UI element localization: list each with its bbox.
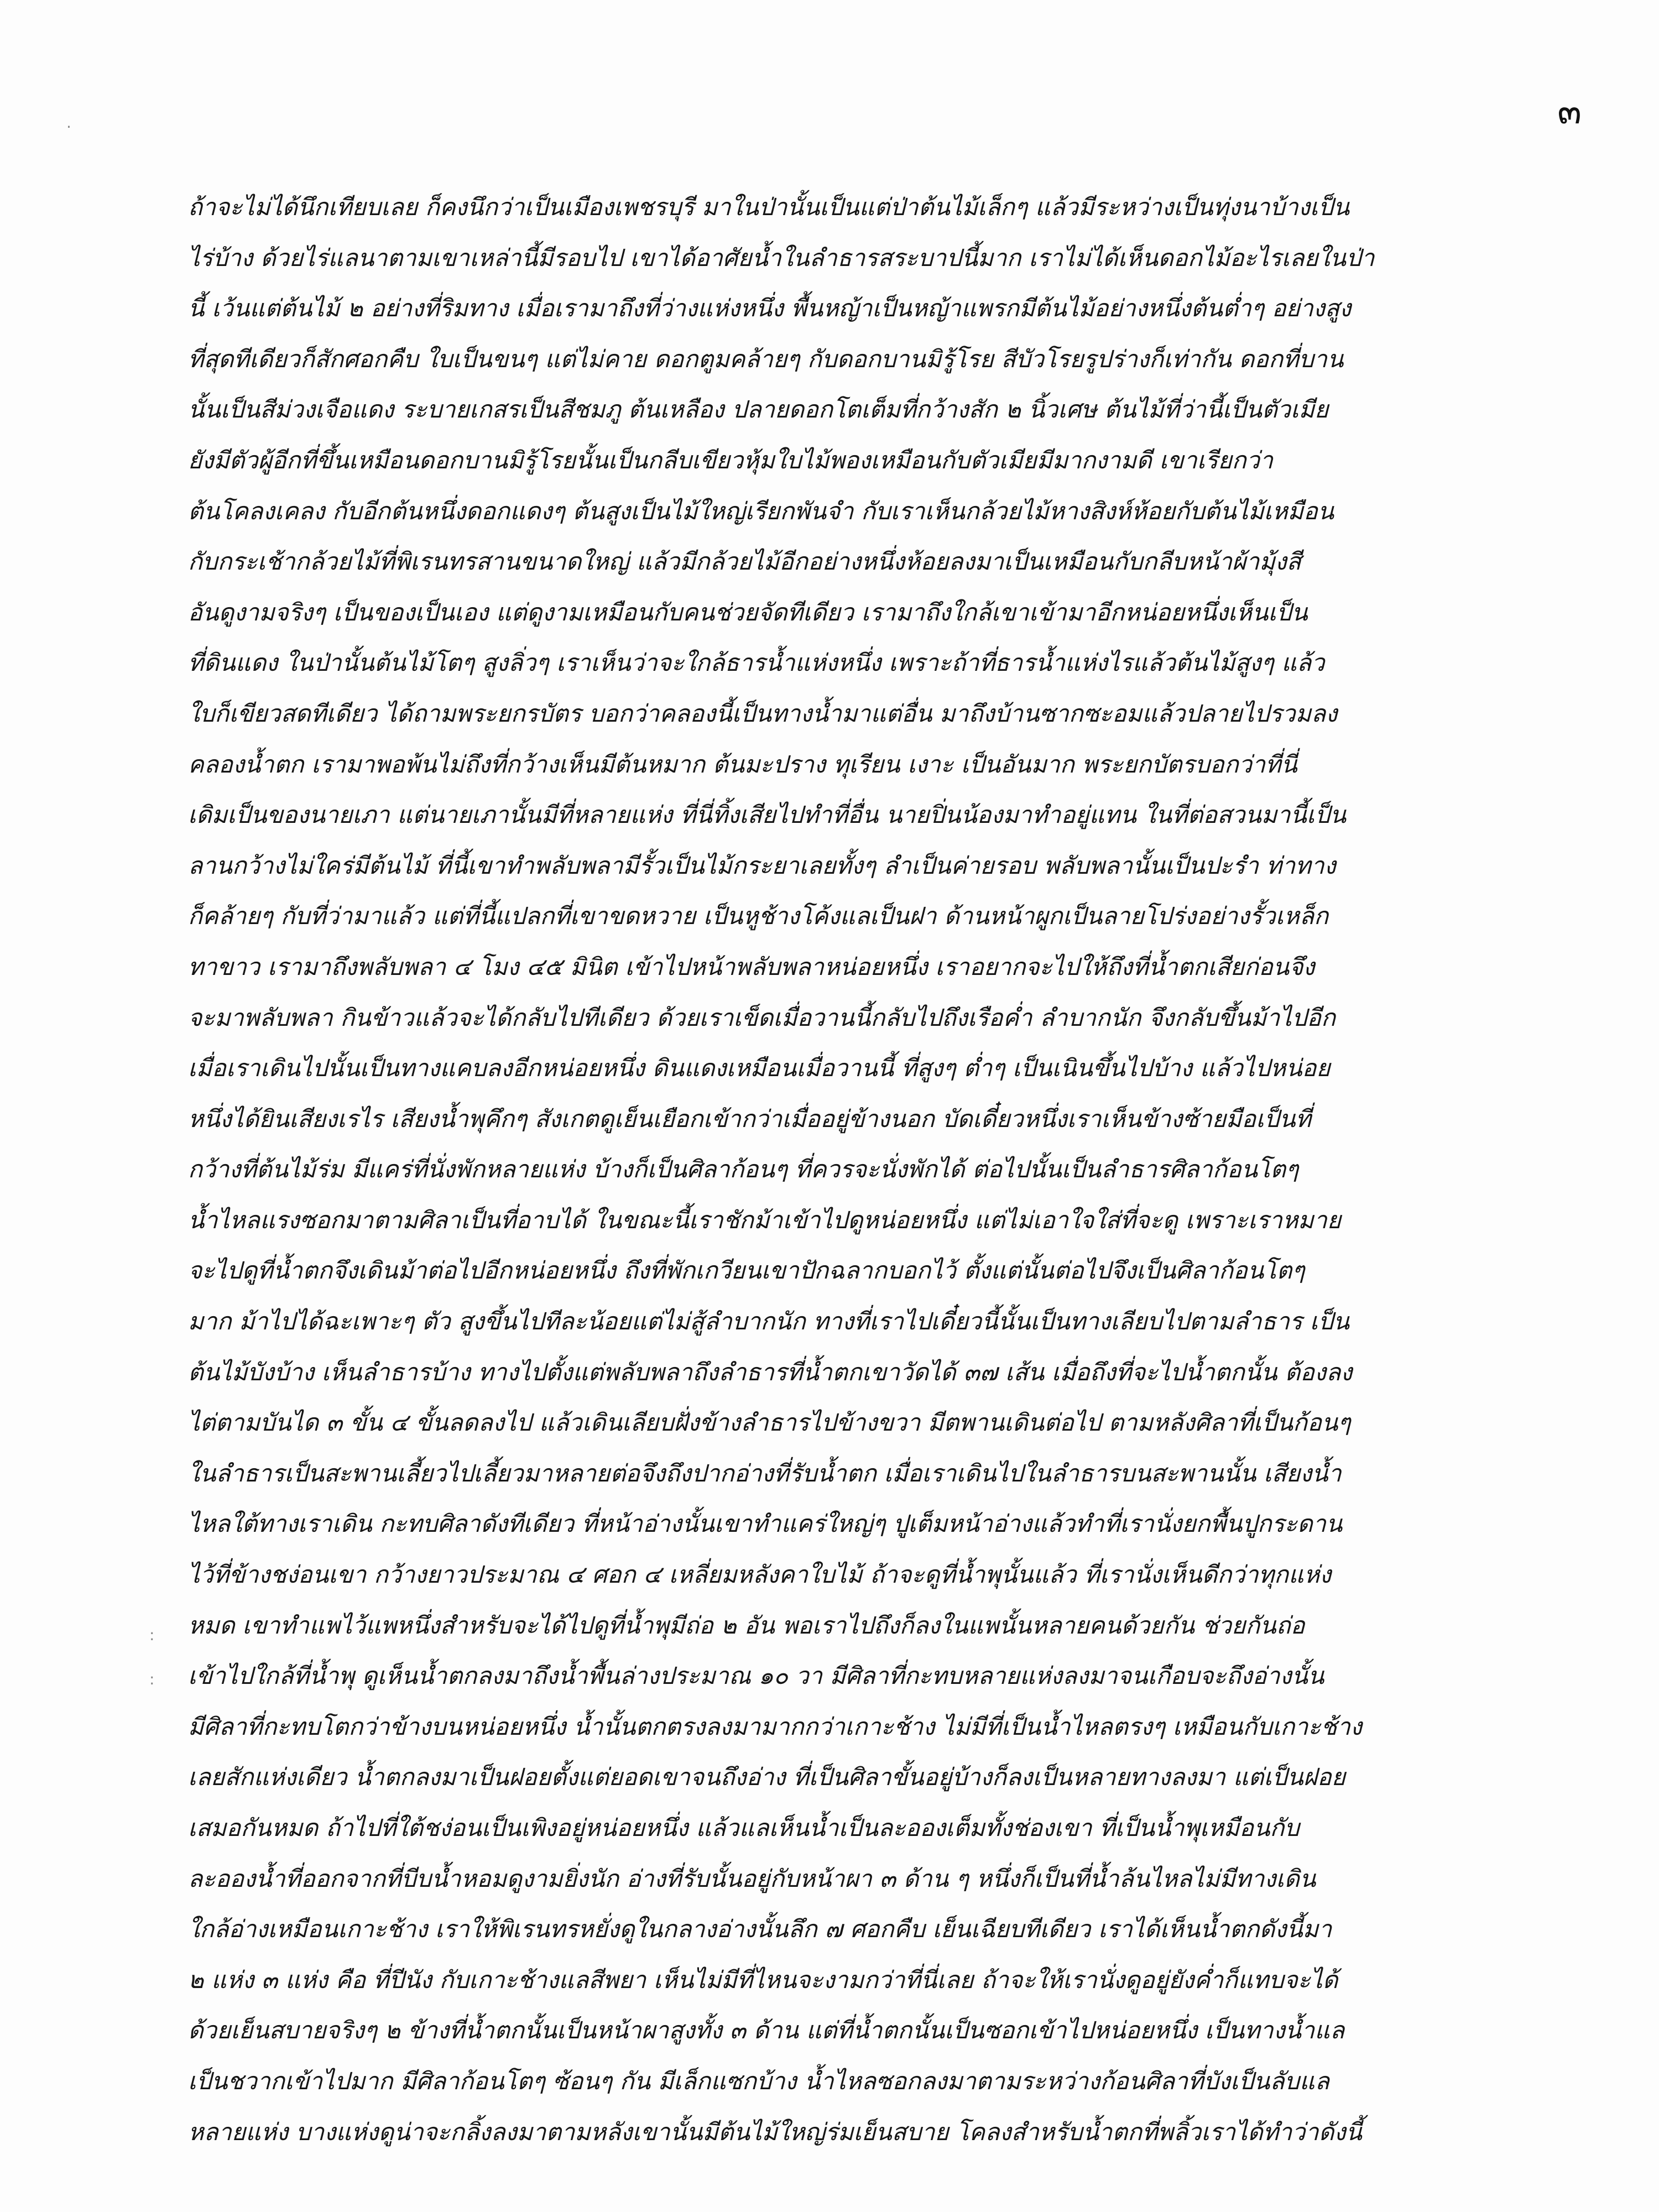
text-line: ละอองน้ำที่ออกจากที่บีบน้ำหอมดูงามยิ่งนัก อ่างที่รับนั้นอยู่กับหน้าผา ๓ ด้าน ๆ หนึ่งก็เป็นที่น้ำล้นไหลไม่มีทางเดิน	[188, 1865, 1316, 1893]
text-line: ๒ แห่ง ๓ แห่ง คือ ที่ปีนัง กับเกาะช้างแลสีพยา เห็นไม่มีที่ไหนจะงามกว่าที่นี่เลย ถ้าจะให้เรานั่งดูอยู่ยังค่ำก็แทบจะได้	[188, 1966, 1338, 1994]
text-line: มีศิลาที่กะทบโตกว่าข้างบนหน่อยหนึ่ง น้ำนั้นตกตรงลงมามากกว่าเกาะช้าง ไม่มีที่เป็นน้ำไหลตรงๆ เหมือนกับเกาะช้าง	[188, 1713, 1362, 1741]
text-line: มาก ม้าไปได้ฉะเพาะๆ ตัว สูงขึ้นไปทีละน้อยแต่ไม่สู้ลำบากนัก ทางที่เราไปเดี๋ยวนี้นั้นเป็นทางเลียบไปตามลำธาร เป็น	[188, 1308, 1350, 1336]
body-text	[188, 182, 1548, 2158]
text-line: ต้นไม้บังบ้าง เห็นลำธารบ้าง ทางไปตั้งแต่พลับพลาถึงลำธารที่น้ำตกเขาวัดได้ ๓๗ เส้น เมื่อถึงที่จะไปน้ำตกนั้น ต้องลง	[188, 1358, 1353, 1386]
text-line: ใกล้อ่างเหมือนเกาะช้าง เราให้พิเรนทรหยั่งดูในกลางอ่างนั้นลึก ๗ ศอกคืบ เย็นเฉียบทีเดียว เราได้เห็นน้ำตกดังนี้มา	[188, 1916, 1332, 1944]
text-line: น้ำไหลแรงซอกมาตามศิลาเป็นที่อาบได้ ในขณะนี้เราชักม้าเข้าไปดูหน่อยหนึ่ง แต่ไม่เอาใจใส่ที่จะดู เพราะเราหมาย	[188, 1206, 1341, 1234]
text-line: เมื่อเราเดินไปนั้นเป็นทางแคบลงอีกหน่อยหนึ่ง ดินแดงเหมือนเมื่อวานนี้ ที่สูงๆ ต่ำๆ เป็นเนินขึ้นไปบ้าง แล้วไปหน่อย	[188, 1055, 1331, 1083]
text-line: ทาขาว เรามาถึงพลับพลา ๔ โมง ๔๕ มินิต เข้าไปหน้าพลับพลาหน่อยหนึ่ง เราอยากจะไปให้ถึงที่น้ำตกเสียก่อนจึง	[188, 953, 1315, 981]
margin-mark: :	[149, 1670, 155, 1688]
text-line: จะมาพลับพลา กินข้าวแล้วจะได้กลับไปทีเดียว ด้วยเราเข็ดเมื่อวานนี้กลับไปถึงเรือค่ำ ลำบากนัก จึงกลับขึ้นม้าไปอีก	[188, 1004, 1336, 1032]
text-line: ไร่บ้าง ด้วยไร่แลนาตามเขาเหล่านี้มีรอบไป เขาได้อาศัยน้ำในลำธารสระบาปนี้มาก เราไม่ได้เห็นดอกไม้อะไรเลยในป่า	[188, 244, 1375, 272]
text-line: หนึ่งได้ยินเสียงเรไร เสียงน้ำพุคึกๆ สังเกตดูเย็นเยือกเข้ากว่าเมื่ออยู่ข้างนอก บัดเดี๋ยวหนึ่งเราเห็นข้างซ้ายมือเป็นที่	[188, 1105, 1311, 1133]
text-line: เดิมเป็นของนายเภา แต่นายเภานั้นมีที่หลายแห่ง ที่นี่ทิ้งเสียไปทำที่อื่น นายปิ่นน้องมาทำอยู่แทน ในที่ต่อสวนมานี้เป็น	[188, 801, 1347, 830]
text-line: เสมอกันหมด ถ้าไปที่ใต้ชง่อนเป็นเพิงอยู่หน่อยหนึ่ง แล้วแลเห็นน้ำเป็นละอองเต็มทั้งช่องเขา ที่เป็นน้ำพุเหมือนกับ	[188, 1814, 1300, 1842]
text-line: นี้ เว้นแต่ต้นไม้ ๒ อย่างที่ริมทาง เมื่อเรามาถึงที่ว่างแห่งหนึ่ง พื้นหญ้าเป็นหญ้าแพรกมีต้นไม้อย่างหนึ่งต้นต่ำๆ อย่างสูง	[188, 295, 1352, 323]
text-line: เลยสักแห่งเดียว น้ำตกลงมาเป็นฝอยตั้งแต่ยอดเขาจนถึงอ่าง ที่เป็นศิลาขั้นอยู่บ้างก็ลงเป็นหลายทางลงมา แต่เป็นฝอย	[188, 1764, 1345, 1792]
text-line: ยังมีตัวผู้อีกที่ขึ้นเหมือนดอกบานมิรู้โรยนั้นเป็นกลีบเขียวหุ้มใบไม้พองเหมือนกับตัวเมียมีมากงามดี เขาเรียกว่า	[188, 446, 1274, 474]
text-line: ก็คล้ายๆ กับที่ว่ามาแล้ว แต่ที่นี้แปลกที่เขาขดหวาย เป็นหูช้างโค้งแลเป็นฝา ด้านหน้าผูกเป็นลายโปร่งอย่างรั้วเหล็ก	[188, 902, 1329, 931]
text-line: เป็นชวากเข้าไปมาก มีศิลาก้อนโตๆ ซ้อนๆ กัน มีเล็กแซกบ้าง น้ำไหลซอกลงมาตามระหว่างก้อนศิลาที่บังเป็นลับแล	[188, 2067, 1329, 2095]
text-line: ถ้าจะไม่ได้นึกเทียบเลย ก็คงนึกว่าเป็นเมืองเพชรบุรี มาในป่านั้นเป็นแต่ป่าต้นไม้เล็กๆ แล้วมีระหว่างเป็นทุ่งนาบ้างเป็น	[188, 194, 1350, 221]
text-line: ที่สุดทีเดียวก็สักศอกคืบ ใบเป็นขนๆ แต่ไม่คาย ดอกตูมคล้ายๆ กับดอกบานมิรู้โรย สีบัวโรยรูปร่างก็เท่ากัน ดอกที่บาน	[188, 345, 1344, 373]
text-line: ใบก็เขียวสดทีเดียว ได้ถามพระยกรบัตร บอกว่าคลองนี้เป็นทางน้ำมาแต่อื่น มาถึงบ้านซากซะอมแล้วปลายไปรวมลง	[188, 700, 1338, 728]
text-line: ต้นโคลงเคลง กับอีกต้นหนึ่งดอกแดงๆ ต้นสูงเป็นไม้ใหญ่เรียกพันจำ กับเราเห็นกล้วยไม้หางสิงห์ห้อยกับต้นไม้เหมือน	[188, 497, 1334, 525]
text-line: ไหลใต้ทางเราเดิน กะทบศิลาดังทีเดียว ที่หน้าอ่างนั้นเขาทำแคร่ใหญ่ๆ ปูเต็มหน้าอ่างแล้วทำที่เรานั่งยกพื้นปูกระดาน	[188, 1510, 1343, 1538]
text-line: หมด เขาทำแพไว้แพหนึ่งสำหรับจะได้ไปดูที่น้ำพุมีถ่อ ๒ อัน พอเราไปถึงก็ลงในแพนั้นหลายคนด้วยกัน ช่วยกันถ่อ	[188, 1611, 1305, 1640]
text-line: ลานกว้างไม่ใคร่มีต้นไม้ ที่นี้เขาทำพลับพลามีรั้วเป็นไม้กระยาเลยทั้งๆ ลำเป็นค่ายรอบ พลับพลานั้นเป็นปะรำ ท่าทาง	[188, 852, 1336, 880]
text-line: ที่ดินแดง ในป่านั้นต้นไม้โตๆ สูงลิ่วๆ เราเห็นว่าจะใกล้ธารน้ำแห่งหนึ่ง เพราะถ้าที่ธารน้ำแห่งไรแล้วต้นไม้สูงๆ แล้ว	[188, 649, 1325, 677]
text-line: กว้างที่ต้นไม้ร่ม มีแคร่ที่นั่งพักหลายแห่ง บ้างก็เป็นศิลาก้อนๆ ที่ควรจะนั่งพักได้ ต่อไปนั้นเป็นลำธารศิลาก้อนโตๆ	[188, 1156, 1299, 1184]
text-line: หลายแห่ง บางแห่งดูน่าจะกลิ้งลงมาตามหลังเขานั้นมีต้นไม้ใหญ่ร่มเย็นสบาย โคลงสำหรับน้ำตกที่พลิ้วเราได้ทำว่าดังนี้	[188, 2118, 1362, 2146]
margin-mark: :	[149, 1626, 155, 1644]
text-line: ในลำธารเป็นสะพานเลี้ยวไปเลี้ยวมาหลายต่อจึงถึงปากอ่างที่รับน้ำตก เมื่อเราเดินไปในลำธารบนสะพานนั้น เสียงน้ำ	[188, 1459, 1342, 1488]
text-line: อันดูงามจริงๆ เป็นของเป็นเอง แต่ดูงามเหมือนกับคนช่วยจัดทีเดียว เรามาถึงใกล้เขาเข้ามาอีกหน่อยหนึ่งเห็นเป็น	[188, 598, 1308, 627]
text-line: เข้าไปใกล้ที่น้ำพุ ดูเห็นน้ำตกลงมาถึงน้ำพื้นล่างประมาณ ๑๐ วา มีศิลาที่กะทบหลายแห่งลงมาจนเกือบจะถึงอ่างนั้น	[188, 1662, 1324, 1691]
margin-dot: .	[66, 113, 71, 132]
text-line: ไว้ที่ข้างชง่อนเขา กว้างยาวประมาณ ๔ ศอก ๔ เหลี่ยมหลังคาใบไม้ ถ้าจะดูที่น้ำพุนั้นแล้ว ที่เรานั่งเห็นดีกว่าทุกแห่ง	[188, 1561, 1332, 1589]
text-line: ไต่ตามบันได ๓ ขั้น ๔ ขั้นลดลงไป แล้วเดินเลียบฝั่งข้างลำธารไปข้างขวา มีตพานเดินต่อไป ตามหลังศิลาที่เป็นก้อนๆ	[188, 1409, 1351, 1437]
text-line: จะไปดูที่น้ำตกจึงเดินม้าต่อไปอีกหน่อยหนึ่ง ถึงที่พักเกวียนเขาปักฉลากบอกไว้ ตั้งแต่นั้นต่อไปจึงเป็นศิลาก้อนโตๆ	[188, 1257, 1305, 1285]
page-number: ๓	[1557, 91, 1582, 132]
text-line: คลองน้ำตก เรามาพอพ้นไม่ถึงที่กว้างเห็นมีต้นหมาก ต้นมะปราง ทุเรียน เงาะ เป็นอันมาก พระยกบัตรบอกว่าที่นี่	[188, 750, 1297, 779]
text-line: ด้วยเย็นสบายจริงๆ ๒ ข้างที่น้ำตกนั้นเป็นหน้าผาสูงทั้ง ๓ ด้าน แต่ที่น้ำตกนั้นเป็นซอกเข้าไปหน่อยหนึ่ง เป็นทางน้ำแล	[188, 2017, 1345, 2045]
text-line: นั้นเป็นสีม่วงเจือแดง ระบายเกสรเป็นสีชมภู ต้นเหลือง ปลายดอกโตเต็มที่กว้างสัก ๒ นิ้วเศษ ต้นไม้ที่ว่านี้เป็นตัวเมีย	[188, 396, 1329, 424]
text-line: กับกระเช้ากล้วยไม้ที่พิเรนทรสานขนาดใหญ่ แล้วมีกล้วยไม้อีกอย่างหนึ่งห้อยลงมาเป็นเหมือนกับกลีบหน้าผ้ามุ้งสี	[188, 548, 1301, 576]
